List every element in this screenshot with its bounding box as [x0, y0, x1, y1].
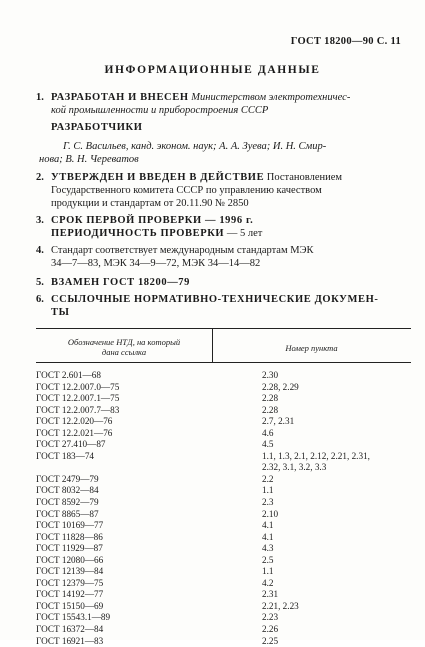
- table-row: [36, 370, 411, 382]
- table-cell-doc: ГОСТ 8032—84: [36, 485, 99, 496]
- developers-list: [39, 140, 408, 166]
- table-cell-doc: ГОСТ 16921—83: [36, 635, 104, 646]
- table-cell-doc: ГОСТ 27.410—87: [36, 439, 106, 450]
- table-cell-items: 1.1: [262, 566, 274, 577]
- table-cell-items: 4.1: [262, 531, 274, 542]
- page-header: ГОСТ 18200—90 С. 11: [290, 36, 401, 47]
- table-cell-items: 1.1, 1.3, 2.1, 2.12, 2.21, 2.31,: [262, 450, 370, 461]
- section-heading: УТВЕРЖДЕН И ВВЕДЕН В ДЕЙСТВИЕ: [51, 172, 265, 183]
- table-cell-doc: ГОСТ 14192—77: [36, 589, 104, 600]
- section-heading: ПЕРИОДИЧНОСТЬ ПРОВЕРКИ: [51, 228, 225, 239]
- section-text: — 5 лет: [226, 228, 263, 239]
- table-row: [36, 589, 411, 601]
- table-row: [36, 612, 411, 624]
- section-text: Стандарт соответствует международным стандартам МЭК: [51, 245, 314, 256]
- section-body: [51, 293, 408, 319]
- table-row: [36, 566, 411, 578]
- section-text: Постановлением: [266, 172, 343, 183]
- table-row: [36, 555, 411, 567]
- section-body: [51, 214, 408, 240]
- table-header-line: Обозначение НТД, на который: [67, 337, 181, 347]
- table-row: [36, 578, 411, 590]
- table-cell-items: 2.28: [262, 393, 279, 404]
- section-text: 34—7—83, МЭК 34—9—72, МЭК 34—14—82: [51, 258, 261, 269]
- section-heading: ССЫЛОЧНЫЕ НОРМАТИВНО-ТЕХНИЧЕСКИЕ ДОКУМЕН-: [51, 294, 379, 305]
- table-cell-items: 2.7, 2.31: [262, 416, 295, 427]
- table-cell-doc: ГОСТ 10169—77: [36, 520, 104, 531]
- section-body: [51, 276, 408, 289]
- table-row: [36, 428, 411, 440]
- document-title: ИНФОРМАЦИОННЫЕ ДАННЫЕ: [104, 64, 321, 76]
- section-number: 4.: [36, 245, 44, 256]
- section-6: [36, 293, 408, 319]
- table-cell-doc: ГОСТ 12080—66: [36, 554, 104, 565]
- table-cell-items: 2.10: [262, 508, 279, 519]
- developers-line: нова; В. Н. Череватов: [39, 154, 139, 165]
- table-cell-items: 4.6: [262, 427, 274, 438]
- table-cell-doc: ГОСТ 11929—87: [36, 543, 103, 554]
- table-cell-doc: ГОСТ 16372—84: [36, 624, 104, 635]
- table-cell-doc: ГОСТ 8865—87: [36, 508, 99, 519]
- table-cell-items: 2.28: [262, 404, 279, 415]
- section-text: Государственного комитета СССР по управлению качеством: [51, 185, 322, 196]
- table-cell-items: 2.32, 3.1, 3.2, 3.3: [262, 462, 327, 473]
- table-row: [36, 416, 411, 428]
- table-cell-items: 1.1: [262, 485, 274, 496]
- section-number: 2.: [36, 172, 44, 183]
- section-number: 5.: [36, 277, 44, 288]
- table-body: [36, 370, 411, 647]
- table-cell-doc: ГОСТ 12.2.007.0—75: [36, 381, 120, 392]
- table-row: [36, 520, 411, 532]
- section-text: продукции и стандартам от 20.11.90 № 2850: [51, 198, 249, 209]
- table-cell-items: 2.3: [262, 497, 274, 508]
- section-text: кой промышленности и приборостроения СССР: [51, 105, 269, 116]
- table-cell-items: 2.5: [262, 554, 274, 565]
- table-row: [36, 451, 411, 463]
- section-heading: СРОК ПЕРВОЙ ПРОВЕРКИ — 1996 г.: [51, 215, 254, 226]
- table-cell-items: 2.31: [262, 589, 279, 600]
- developers-heading: РАЗРАБОТЧИКИ: [51, 122, 143, 133]
- table-cell-doc: ГОСТ 183—74: [36, 450, 95, 461]
- table-cell-doc: ГОСТ 12.2.007.1—75: [36, 393, 120, 404]
- table-row: [36, 497, 411, 509]
- table-cell-doc: ГОСТ 12.2.007.7—83: [36, 404, 120, 415]
- section-2: [36, 171, 408, 210]
- table-cell-items: 4.5: [262, 439, 274, 450]
- table-header-rule: [36, 362, 411, 363]
- table-cell-items: 4.2: [262, 577, 274, 588]
- table-row: [36, 485, 411, 497]
- section-heading: ВЗАМЕН ГОСТ 18200—79: [51, 277, 191, 288]
- table-top-rule: [36, 328, 411, 329]
- section-3: [36, 214, 408, 240]
- section-5: [36, 276, 408, 289]
- table-cell-items: 2.28, 2.29: [262, 381, 299, 392]
- table-row: [36, 382, 411, 394]
- table-row: [36, 601, 411, 613]
- section-body: [51, 91, 408, 117]
- table-cell-items: 2.25: [262, 635, 279, 646]
- table-row: [36, 636, 411, 647]
- table-row: [36, 393, 411, 405]
- section-number: 1.: [36, 92, 44, 103]
- table-cell-doc: ГОСТ 2479—79: [36, 473, 99, 484]
- table-cell-doc: ГОСТ 12379—75: [36, 577, 104, 588]
- table-cell-doc: ГОСТ 12139—84: [36, 566, 104, 577]
- table-row: [36, 509, 411, 521]
- table-cell-items: 2.23: [262, 612, 279, 623]
- table-cell-items: 2.21, 2.23: [262, 600, 299, 611]
- table-row: [36, 405, 411, 417]
- table-cell-doc: ГОСТ 11828—86: [36, 531, 103, 542]
- section-body: [51, 244, 408, 270]
- table-header-items: Номер пункта: [285, 343, 338, 353]
- table-header-line: дана ссылка: [101, 347, 147, 357]
- table-row: [36, 439, 411, 451]
- section-text: Министерством электротехничес-: [191, 92, 351, 103]
- section-4: [36, 244, 408, 270]
- table-row: [36, 543, 411, 555]
- table-cell-items: 4.3: [262, 543, 274, 554]
- table-cell-doc: ГОСТ 2.601—68: [36, 370, 101, 380]
- section-number: 3.: [36, 215, 44, 226]
- table-row: [36, 474, 411, 486]
- table-cell-doc: ГОСТ 12.2.021—76: [36, 427, 113, 438]
- table-cell-doc: ГОСТ 8592—79: [36, 497, 99, 508]
- table-row: [36, 532, 411, 544]
- table-cell-doc: ГОСТ 12.2.020—76: [36, 416, 113, 427]
- developers-line: Г. С. Васильев, канд. эконом. наук; А. А. Зуева; И. Н. Смир-: [63, 141, 327, 152]
- section-heading: РАЗРАБОТАН И ВНЕСЕН: [51, 92, 189, 103]
- section-body: [51, 171, 408, 210]
- section-number: 6.: [36, 294, 44, 305]
- table-cell-items: 2.26: [262, 624, 279, 635]
- table-cell-doc: ГОСТ 15543.1—89: [36, 612, 111, 623]
- table-cell-items: 4.1: [262, 520, 274, 531]
- table-header-doc: [36, 337, 212, 357]
- table-cell-items: 2.30: [262, 370, 279, 380]
- section-1: [36, 91, 408, 117]
- table-row: [36, 624, 411, 636]
- table-cell-items: 2.2: [262, 473, 274, 484]
- section-heading: ТЫ: [51, 307, 70, 318]
- table-row: [36, 462, 411, 474]
- table-cell-doc: ГОСТ 15150—69: [36, 600, 104, 611]
